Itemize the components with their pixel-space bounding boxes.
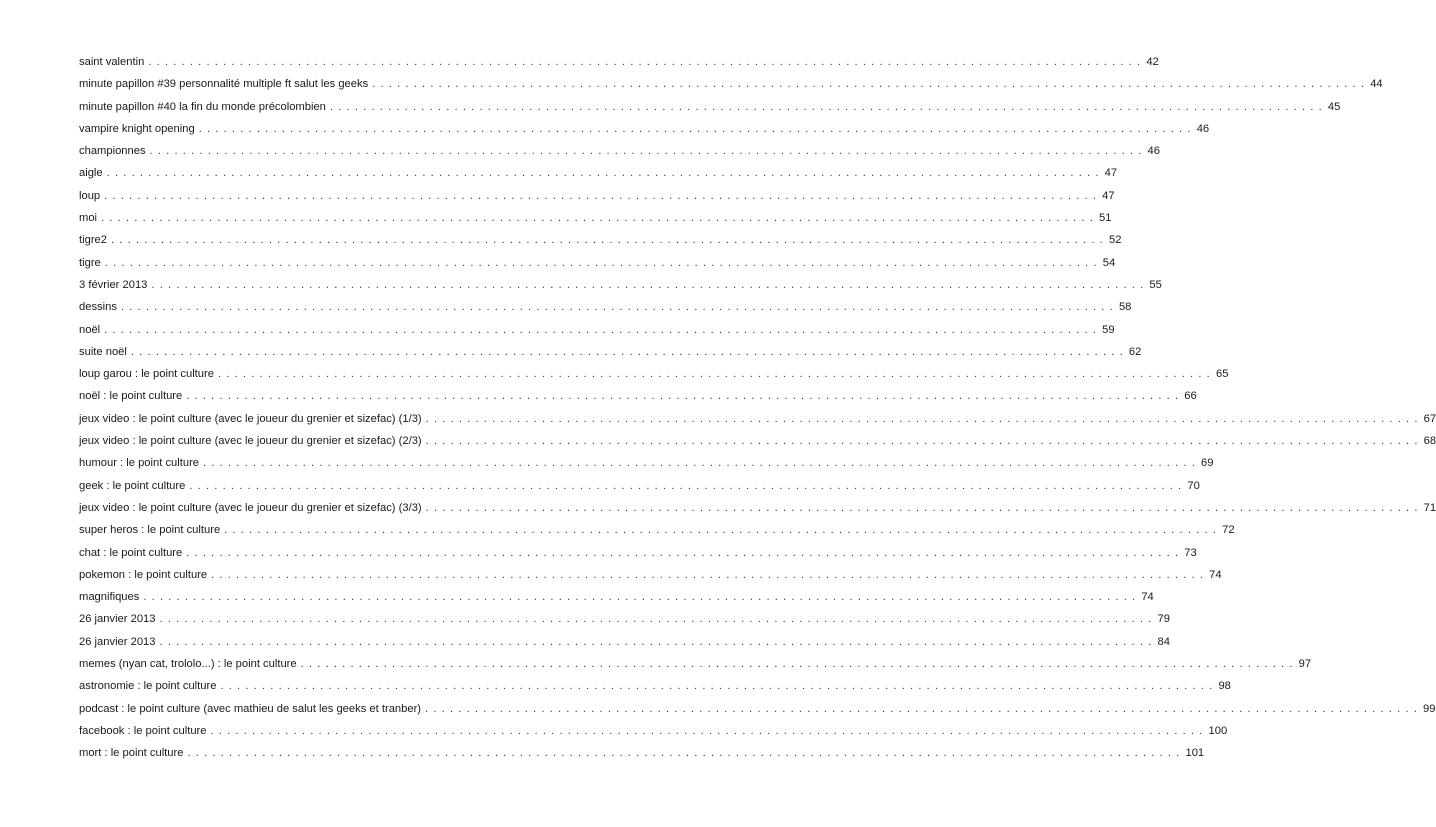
toc-entry-page-number: 46: [1196, 122, 1210, 135]
toc-dot-leader: ........................................................................................................................: [425, 435, 1423, 448]
toc-entry[interactable]: [79, 166, 1118, 188]
toc-entry[interactable]: [79, 724, 1228, 746]
toc-entry-page-number: 47: [1102, 189, 1115, 202]
toc-entry-page-number: 68: [1423, 435, 1436, 448]
toc-entry-title: super heros : le point culture: [79, 524, 221, 537]
toc-dot-leader: ........................................................................................................................: [217, 368, 1215, 381]
toc-entry[interactable]: [79, 479, 1200, 501]
toc-entry-title: moi: [79, 212, 98, 225]
toc-dot-leader: ........................................................................................................................: [186, 546, 1184, 559]
toc-entry-title: tigre: [79, 256, 101, 269]
toc-entry-title: saint valentin: [79, 56, 145, 68]
toc-dot-leader: ........................................................................................................................: [186, 390, 1184, 403]
toc-entry-page-number: 52: [1109, 234, 1122, 247]
toc-entry-page-number: 42: [1146, 56, 1159, 68]
toc-dot-leader: ........................................................................................................................: [130, 345, 1128, 358]
toc-dot-leader: ........................................................................................................................: [224, 524, 1222, 537]
toc-dot-leader: ........................................................................................................................: [101, 212, 1099, 225]
toc-entry-title: vampire knight opening: [79, 122, 195, 135]
toc-entry[interactable]: [79, 412, 1436, 434]
toc-entry-title: championnes: [79, 145, 146, 158]
toc-dot-leader: ........................................................................................................................: [104, 189, 1102, 202]
toc-entry-title: minute papillon #39 personnalité multiple ft salut les geeks: [79, 78, 369, 91]
toc-entry-title: noël : le point culture: [79, 390, 183, 403]
toc-entry[interactable]: [79, 746, 1205, 768]
toc-entry-page-number: 45: [1327, 100, 1341, 113]
toc-dot-leader: ........................................................................................................................: [148, 56, 1146, 68]
toc-entry[interactable]: [79, 77, 1383, 99]
toc-entry[interactable]: [79, 345, 1142, 367]
toc-entry[interactable]: [79, 456, 1214, 478]
toc-entry[interactable]: [79, 546, 1197, 568]
toc-entry-page-number: 44: [1370, 78, 1383, 91]
toc-entry-title: mort : le point culture: [79, 747, 184, 760]
toc-entry-page-number: 55: [1149, 278, 1162, 291]
toc-entry-page-number: 74: [1209, 568, 1222, 581]
toc-dot-leader: ........................................................................................................................: [425, 501, 1423, 514]
toc-dot-leader: ........................................................................................................................: [210, 724, 1208, 737]
toc-entry-page-number: 70: [1187, 479, 1200, 492]
toc-entry-title: jeux video : le point culture (avec le joueur du grenier et sizefac) (3/3): [79, 501, 422, 514]
toc-entry-title: dessins: [79, 301, 117, 314]
toc-entry[interactable]: [79, 657, 1312, 679]
toc-dot-leader: ........................................................................................................................: [159, 635, 1157, 648]
toc-entry-page-number: 67: [1423, 412, 1436, 425]
toc-dot-leader: ........................................................................................................................: [198, 122, 1196, 135]
toc-entry[interactable]: [79, 612, 1170, 634]
toc-entry[interactable]: [79, 122, 1210, 144]
toc-entry-title: tigre2: [79, 234, 107, 247]
toc-dot-leader: ........................................................................................................................: [106, 167, 1104, 180]
toc-entry-title: 26 janvier 2013: [79, 635, 156, 648]
toc-dot-leader: ........................................................................................................................: [151, 278, 1149, 291]
table-of-contents: [79, 55, 1436, 769]
toc-dot-leader: ........................................................................................................................: [189, 479, 1187, 492]
toc-entry-title: suite noël: [79, 345, 127, 358]
toc-entry-page-number: 98: [1218, 680, 1231, 693]
toc-dot-leader: ........................................................................................................................: [120, 301, 1118, 314]
toc-dot-leader: ........................................................................................................................: [425, 412, 1423, 425]
toc-entry[interactable]: [79, 278, 1162, 300]
toc-entry-page-number: 65: [1215, 368, 1229, 381]
toc-entry-title: humour : le point culture: [79, 457, 200, 470]
toc-entry-page-number: 46: [1147, 145, 1160, 158]
toc-entry-page-number: 101: [1185, 747, 1205, 760]
toc-dot-leader: ........................................................................................................................: [220, 680, 1218, 693]
toc-entry[interactable]: [79, 434, 1436, 456]
toc-entry[interactable]: [79, 323, 1115, 345]
toc-entry[interactable]: [79, 144, 1160, 166]
toc-entry[interactable]: [79, 233, 1122, 255]
toc-entry[interactable]: [79, 100, 1341, 122]
toc-entry-page-number: 51: [1099, 212, 1112, 225]
toc-entry-page-number: 54: [1102, 256, 1116, 269]
toc-entry-page-number: 66: [1184, 390, 1197, 403]
toc-entry-page-number: 79: [1157, 613, 1170, 626]
toc-entry[interactable]: [79, 679, 1231, 701]
toc-entry-title: loup garou : le point culture: [79, 368, 214, 381]
toc-entry-page-number: 72: [1222, 524, 1235, 537]
toc-entry[interactable]: [79, 501, 1436, 523]
toc-entry-title: jeux video : le point culture (avec le joueur du grenier et sizefac) (2/3): [79, 435, 422, 448]
toc-entry-page-number: 69: [1201, 457, 1214, 470]
toc-entry-page-number: 73: [1184, 546, 1197, 559]
toc-dot-leader: ........................................................................................................................: [104, 323, 1102, 336]
toc-entry-title: pokemon : le point culture: [79, 568, 208, 581]
toc-dot-leader: ........................................................................................................................: [111, 234, 1108, 247]
toc-dot-leader: ........................................................................................................................: [211, 568, 1209, 581]
toc-entry[interactable]: [79, 702, 1436, 724]
toc-entry-title: minute papillon #40 la fin du monde précolombien: [79, 100, 326, 113]
toc-dot-leader: ........................................................................................................................: [203, 457, 1201, 470]
toc-entry-page-number: 58: [1118, 301, 1132, 314]
toc-entry-title: jeux video : le point culture (avec le joueur du grenier et sizefac) (1/3): [79, 412, 422, 425]
toc-entry-page-number: 100: [1208, 724, 1228, 737]
toc-entry[interactable]: [79, 389, 1197, 411]
toc-entry-title: memes (nyan cat, trololo...) : le point culture: [79, 658, 297, 671]
toc-dot-leader: ........................................................................................................................: [300, 658, 1298, 671]
toc-dot-leader: ........................................................................................................................: [104, 256, 1102, 269]
toc-entry-title: astronomie : le point culture: [79, 680, 217, 693]
toc-dot-leader: ........................................................................................................................: [372, 78, 1370, 91]
toc-entry-title: geek : le point culture: [79, 479, 186, 492]
toc-entry[interactable]: [79, 55, 1159, 77]
toc-entry[interactable]: [79, 590, 1154, 612]
toc-entry[interactable]: [79, 367, 1229, 389]
toc-entry-title: magnifiques: [79, 591, 140, 604]
toc-entry-title: loup: [79, 189, 101, 202]
toc-entry-title: 3 février 2013: [79, 278, 148, 291]
toc-entry-title: podcast : le point culture (avec mathieu de salut les geeks et tranber): [79, 702, 422, 715]
toc-entry-title: 26 janvier 2013: [79, 613, 156, 626]
toc-entry[interactable]: [79, 300, 1132, 322]
toc-dot-leader: ........................................................................................................................: [159, 613, 1157, 626]
toc-dot-leader: ........................................................................................................................: [187, 747, 1185, 760]
toc-entry[interactable]: [79, 211, 1112, 233]
toc-dot-leader: ........................................................................................................................: [143, 591, 1141, 604]
toc-entry-page-number: 47: [1104, 167, 1118, 180]
toc-dot-leader: ........................................................................................................................: [329, 100, 1327, 113]
toc-entry-page-number: 62: [1128, 345, 1142, 358]
toc-entry-page-number: 97: [1298, 658, 1312, 671]
toc-entry-page-number: 71: [1423, 501, 1436, 514]
toc-entry-title: aigle: [79, 167, 103, 180]
toc-entry-page-number: 99: [1423, 702, 1436, 715]
toc-entry[interactable]: [79, 635, 1170, 657]
toc-entry-page-number: 74: [1141, 591, 1154, 604]
toc-entry-page-number: 84: [1157, 635, 1170, 648]
toc-entry-page-number: 59: [1102, 323, 1115, 336]
toc-entry-title: noël: [79, 323, 101, 336]
toc-entry-title: facebook : le point culture: [79, 724, 207, 737]
toc-entry[interactable]: [79, 523, 1235, 545]
toc-dot-leader: ........................................................................................................................: [149, 145, 1147, 158]
toc-entry[interactable]: [79, 568, 1222, 590]
toc-entry[interactable]: [79, 256, 1116, 278]
toc-dot-leader: ........................................................................................................................: [425, 702, 1423, 715]
toc-entry[interactable]: [79, 189, 1115, 211]
toc-entry-title: chat : le point culture: [79, 546, 183, 559]
